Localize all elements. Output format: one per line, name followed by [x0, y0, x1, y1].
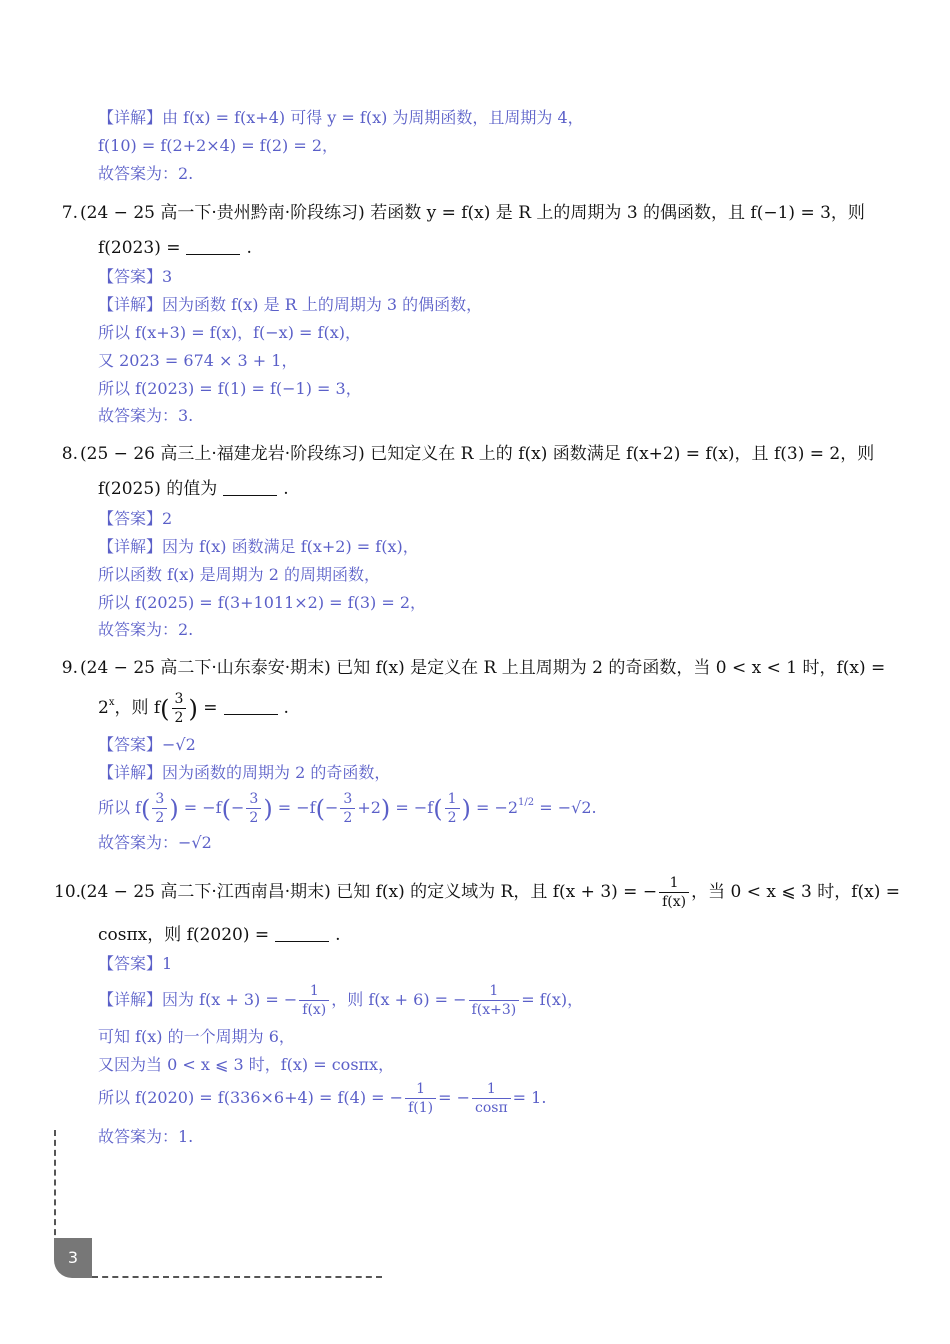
formula-text: 所以 f(2020) = f(336×6+4) = f(4) = − [98, 1088, 404, 1107]
answer-blank [186, 238, 240, 255]
answer-line: 【答案】−√2 [98, 735, 196, 754]
numerator: 3 [340, 790, 355, 809]
numerator: 1 [405, 1080, 436, 1099]
fraction [340, 790, 355, 827]
denominator: 2 [174, 710, 184, 726]
fraction [152, 790, 167, 827]
fraction [472, 1080, 511, 1117]
fraction [299, 982, 329, 1019]
question-text: (25 − 26 高三上·福建龙岩·阶段练习) 已知定义在 R 上的 f(x) 函数满足 f(x+2) = f(x)，且 f(3) = 2，则 [80, 444, 875, 464]
numerator: 1 [472, 1080, 511, 1099]
formula-text: = 1. [512, 1088, 547, 1107]
paren: ) [461, 795, 471, 823]
paren: ( [433, 795, 443, 823]
detail-line: 所以函数 f(x) 是周期为 2 的周期函数， [98, 565, 380, 584]
numerator: 3 [172, 690, 187, 709]
denominator: 2 [249, 810, 259, 826]
paren: ) [263, 795, 273, 823]
question-10-line1 [54, 874, 900, 911]
question-8-line1 [54, 443, 874, 465]
formula-text: = −f [277, 798, 316, 817]
denominator: f(x+3) [471, 1002, 517, 1018]
denominator: f(x) [662, 894, 687, 910]
question-text: . [283, 698, 289, 718]
paren: ( [160, 695, 170, 723]
numerator: 3 [246, 790, 261, 809]
question-text: . [246, 238, 252, 258]
formula-text: = f(x)， [521, 990, 584, 1009]
paren: ( [315, 795, 325, 823]
page-number: 3 [54, 1238, 92, 1278]
fraction [659, 874, 689, 911]
exponent: 1/2 [518, 797, 535, 808]
answer-line: 【答案】2 [98, 509, 173, 528]
fraction [469, 982, 520, 1019]
detail-line: 【详解】因为函数 f(x) 是 R 上的周期为 3 的偶函数， [98, 295, 483, 314]
formula-text: = −2 [475, 798, 519, 817]
detail-line-formula [98, 790, 597, 827]
question-text: ，当 0 < x ⩽ 3 时，f(x) = [691, 882, 901, 902]
detail-line: 故答案为：2. [98, 620, 194, 639]
question-text: ，则 f [114, 698, 161, 718]
fraction [246, 790, 261, 827]
fraction [405, 1080, 436, 1117]
detail-line: 故答案为：1. [98, 1127, 194, 1146]
question-text: . [283, 479, 289, 499]
numerator: 1 [299, 982, 329, 1001]
question-text: (24 − 25 高二下·江西南昌·期末) 已知 f(x) 的定义域为 R，且 f(x + 3) = − [80, 882, 658, 902]
question-text: f(2023) = [98, 238, 181, 258]
detail-line: 又 2023 = 674 × 3 + 1， [98, 351, 298, 370]
paren: ) [169, 795, 179, 823]
question-text: (24 − 25 高一下·贵州黔南·阶段练习) 若函数 y = f(x) 是 R 上的周期为 3 的偶函数，且 f(−1) = 3，则 [80, 203, 865, 223]
denominator: f(x) [302, 1002, 327, 1018]
paren: ) [188, 695, 198, 723]
answer-blank [223, 479, 277, 496]
detail-line-formula [98, 1080, 546, 1117]
detail-line: 故答案为：2. [98, 164, 194, 183]
denominator: cosπ [474, 1100, 508, 1116]
numerator: 3 [152, 790, 167, 809]
question-7-line2 [98, 237, 252, 259]
paren: ( [141, 795, 151, 823]
answer-blank [275, 925, 329, 942]
question-8-line2 [98, 478, 289, 500]
answer-line: 【答案】3 [98, 267, 173, 286]
formula-text: = −f [183, 798, 222, 817]
question-9-line1 [54, 657, 885, 679]
detail-line: 所以 f(2025) = f(3+1011×2) = f(3) = 2， [98, 593, 427, 612]
question-text: (24 − 25 高二下·山东泰安·期末) 已知 f(x) 是定义在 R 上且周期为 2 的奇函数，当 0 < x < 1 时，f(x) = [80, 658, 886, 678]
detail-line: f(10) = f(2+2×4) = f(2) = 2， [98, 136, 339, 155]
detail-line: 【详解】因为函数的周期为 2 的奇函数， [98, 763, 391, 782]
formula-text: 所以 f [98, 798, 142, 817]
formula-text: = − [438, 1088, 470, 1107]
exponent: x [108, 697, 115, 708]
question-text: f(2025) 的值为 [98, 479, 218, 499]
formula-text: − [324, 798, 339, 817]
fraction [445, 790, 460, 827]
question-10-line2 [98, 924, 341, 946]
question-text: . [335, 925, 341, 945]
detail-line: 所以 f(x+3) = f(x)，f(−x) = f(x)， [98, 323, 361, 342]
question-number: 9. [61, 658, 78, 678]
question-7-line1 [54, 202, 865, 224]
paren: ( [221, 795, 231, 823]
formula-text: 【详解】因为 f(x + 3) = − [98, 990, 298, 1009]
detail-line: 【详解】因为 f(x) 函数满足 f(x+2) = f(x)， [98, 537, 419, 556]
paren: ) [380, 795, 391, 823]
denominator: 2 [343, 810, 353, 826]
question-number: 10. [54, 882, 82, 902]
formula-text: +2 [357, 798, 381, 817]
page-border-dashed-vertical [54, 1130, 56, 1245]
numerator: 1 [659, 874, 689, 893]
formula-text: = −√2. [539, 798, 597, 817]
detail-line: 所以 f(2023) = f(1) = f(−1) = 3， [98, 379, 362, 398]
page-border-dashed-horizontal [92, 1276, 382, 1278]
answer-line: 【答案】1 [98, 954, 173, 973]
detail-line: 又因为当 0 < x ⩽ 3 时，f(x) = cosπx， [98, 1055, 395, 1074]
question-9-line2 [98, 690, 289, 727]
question-text: 2 [98, 698, 109, 718]
denominator: 2 [447, 810, 457, 826]
detail-line: 故答案为：3. [98, 406, 194, 425]
numerator: 1 [445, 790, 460, 809]
detail-line-formula [98, 982, 583, 1019]
question-number: 7. [61, 203, 78, 223]
fraction [172, 690, 187, 727]
detail-line: 可知 f(x) 的一个周期为 6， [98, 1027, 295, 1046]
formula-text: ，则 f(x + 6) = − [331, 990, 467, 1009]
numerator: 1 [469, 982, 520, 1001]
question-text: cosπx，则 f(2020) = [98, 925, 270, 945]
answer-blank [224, 698, 278, 715]
denominator: f(1) [408, 1100, 434, 1116]
detail-line: 故答案为：−√2 [98, 833, 212, 852]
question-number: 8. [61, 444, 78, 464]
detail-line: 【详解】由 f(x) = f(x+4) 可得 y = f(x) 为周期函数，且周期为 4， [98, 108, 584, 127]
question-text: = [203, 698, 218, 718]
formula-text: − [230, 798, 245, 817]
formula-text: = −f [395, 798, 434, 817]
denominator: 2 [155, 810, 165, 826]
